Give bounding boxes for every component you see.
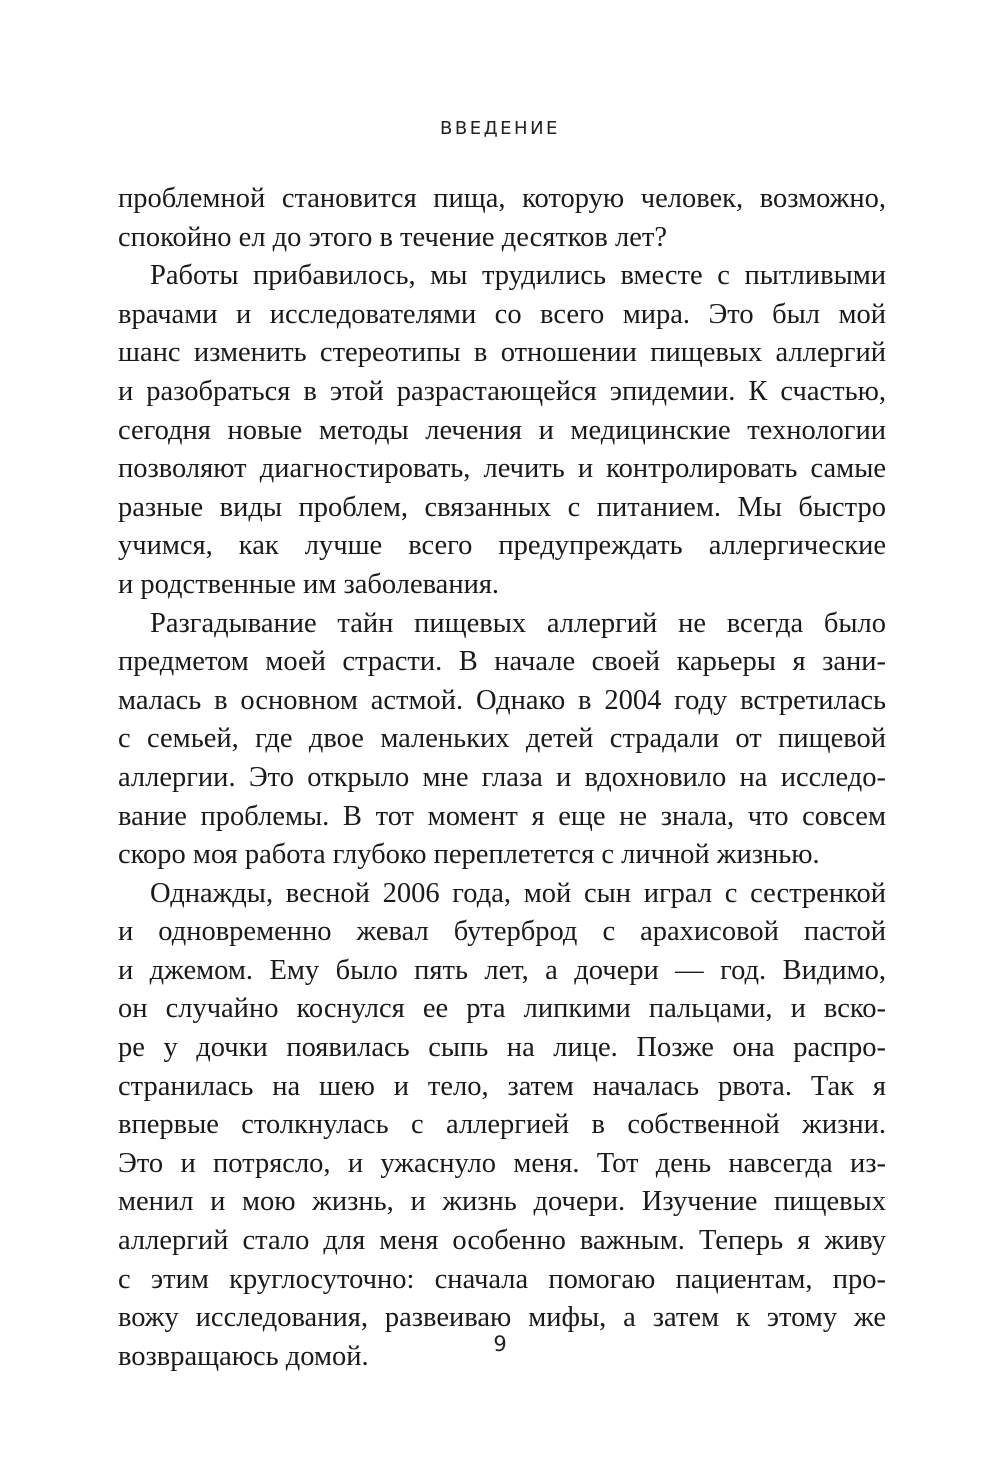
paragraph: [118, 180, 886, 257]
text-line: Разгадывание тайн пищевых аллергий не всегда было: [150, 607, 886, 639]
text-line: Работы прибавилось, мы трудились вместе с пытливыми: [150, 260, 886, 292]
body-text: [118, 180, 886, 1376]
text-line: и родственные им заболевания.: [118, 568, 500, 600]
text-line: позволяют диагностировать, лечить и контролировать самые: [118, 453, 886, 485]
text-line: предметом моей страсти. В начале своей карьеры я зани-: [118, 646, 886, 678]
text-line: впервые столкнулась с аллергией в собственной жизни.: [118, 1109, 886, 1141]
text-line: Однажды, весной 2006 года, мой сын играл с сестренкой: [150, 877, 886, 909]
text-line: скоро моя работа глубоко переплетется с личной жизнью.: [118, 839, 820, 871]
text-line: малась в основном астмой. Однако в 2004 году встретилась: [118, 684, 886, 716]
text-line: с семьей, где двое маленьких детей страдали от пищевой: [118, 723, 886, 755]
text-line: разные виды проблем, связанных с питанием. Мы быстро: [118, 491, 886, 523]
text-line: ре у дочки появилась сыпь на лице. Позже она распро-: [118, 1032, 886, 1064]
text-line: Это и потрясло, и ужаснуло меня. Тот день навсегда из-: [118, 1147, 886, 1179]
text-line: и разобраться в этой разрастающейся эпидемии. К счастью,: [118, 375, 886, 407]
text-line: возвращаюсь домой.: [118, 1340, 369, 1372]
text-line: с этим круглосуточно: сначала помогаю пациентам, про-: [118, 1263, 886, 1295]
text-line: он случайно коснулся ее рта липкими пальцами, и вско-: [118, 993, 886, 1025]
text-line: шанс изменить стереотипы в отношении пищевых аллергий: [118, 337, 886, 369]
text-line: учимся, как лучше всего предупреждать аллергические: [118, 530, 886, 562]
text-line: проблемной становится пища, которую человек, возможно,: [118, 183, 886, 214]
running-head: ВВЕДЕНИЕ: [440, 118, 560, 139]
text-line: врачами и исследователями со всего мира. Это был мой: [118, 298, 886, 330]
paragraph: [118, 605, 886, 875]
text-line: сегодня новые методы лечения и медицинские технологии: [118, 414, 886, 446]
text-line: вание проблемы. В тот момент я еще не знала, что совсем: [118, 800, 886, 832]
text-line: вожу исследования, развеиваю мифы, а затем к этому же: [118, 1302, 886, 1334]
paragraph: [118, 257, 886, 604]
text-line: спокойно ел до этого в течение десятков лет?: [118, 221, 667, 253]
text-line: менил и мою жизнь, и жизнь дочери. Изучение пищевых: [118, 1186, 886, 1218]
paragraph: [118, 875, 886, 1377]
text-line: аллергий стало для меня особенно важным. Теперь я живу: [118, 1225, 886, 1257]
page-number: 9: [493, 1332, 507, 1356]
text-line: аллергии. Это открыло мне глаза и вдохновило на исследо-: [118, 761, 886, 793]
text-line: странилась на шею и тело, затем началась рвота. Так я: [118, 1070, 886, 1102]
text-line: и одновременно жевал бутерброд с арахисовой пастой: [118, 916, 886, 948]
text-line: и джемом. Ему было пять лет, а дочери — год. Видимо,: [118, 954, 886, 986]
